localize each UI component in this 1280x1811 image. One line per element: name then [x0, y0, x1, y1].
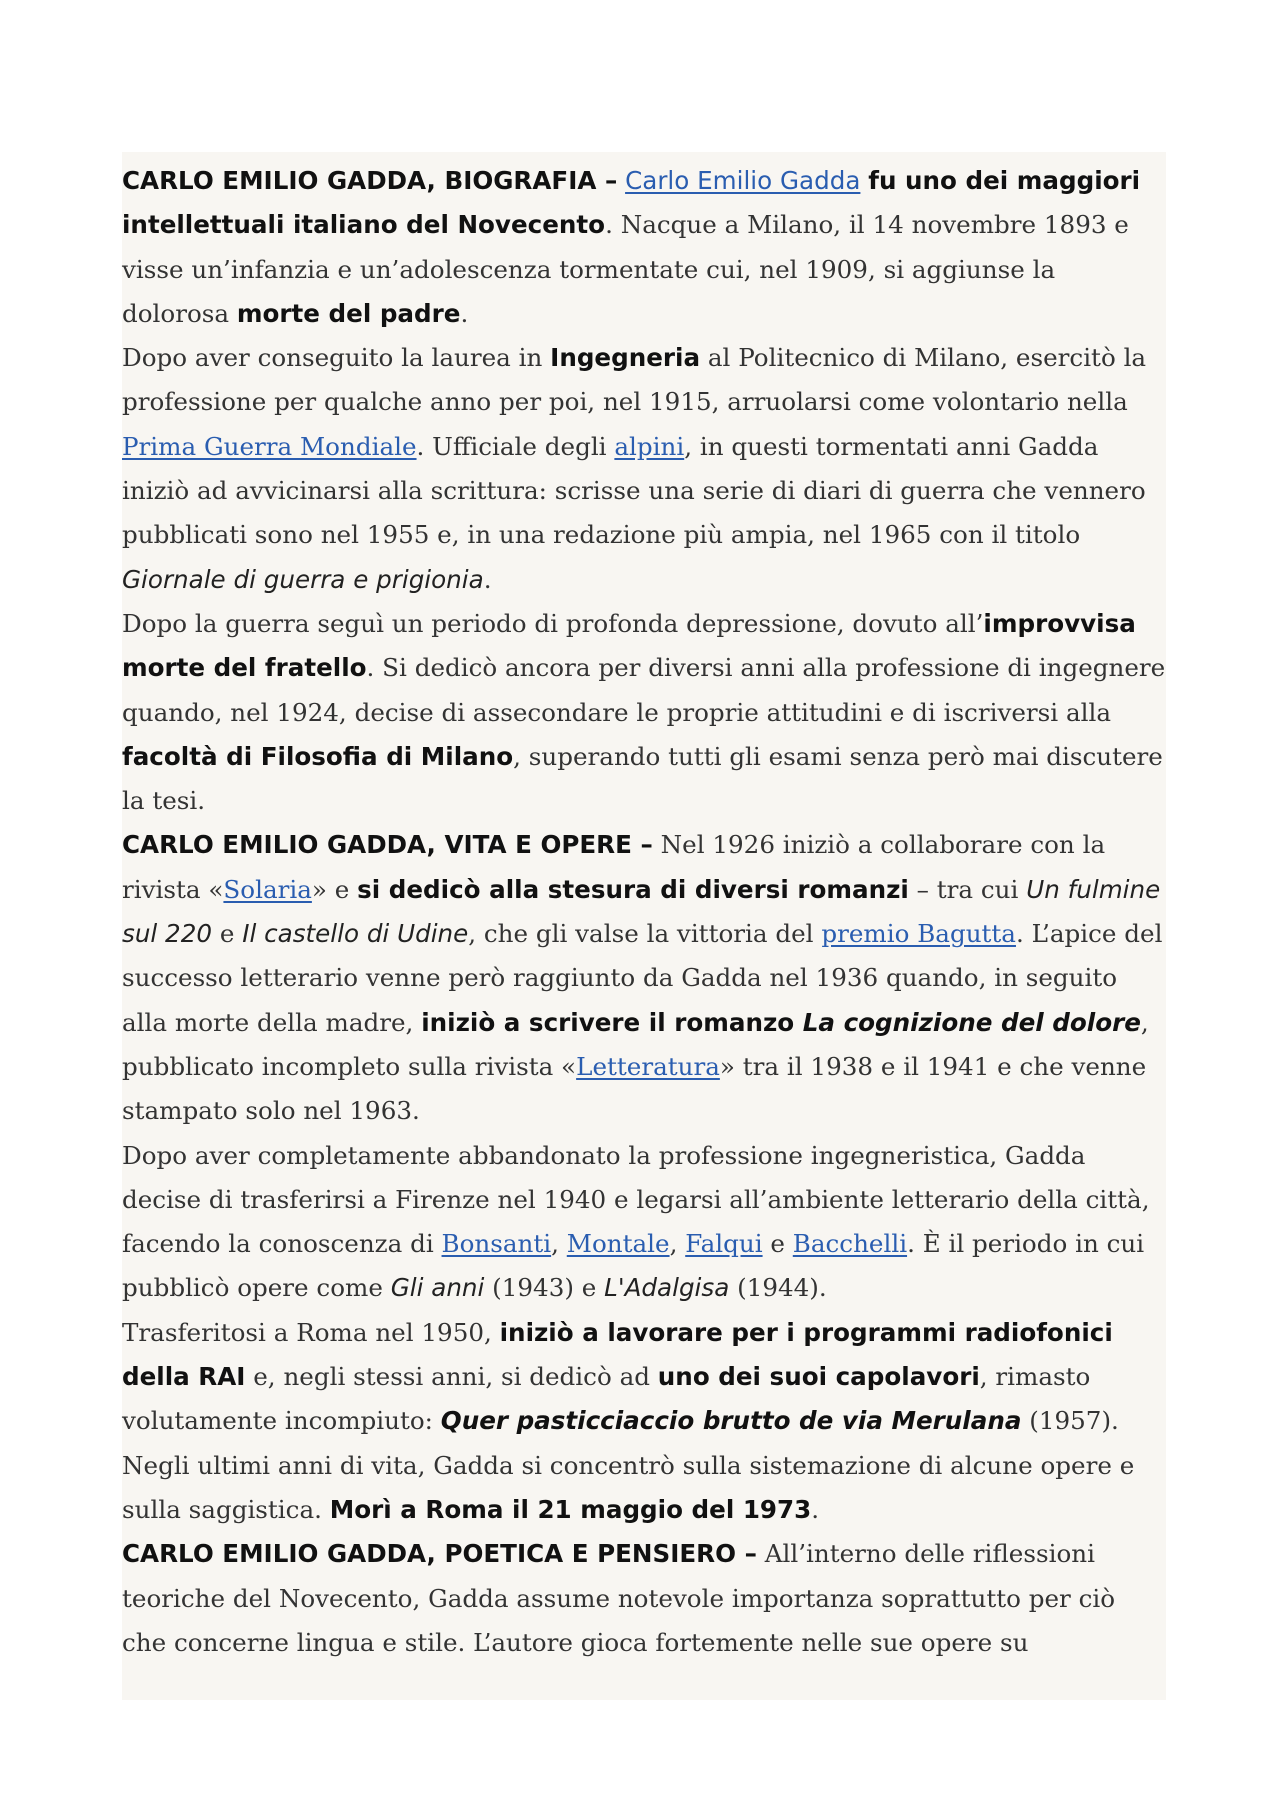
body-text: e: [212, 919, 243, 949]
bold-text: si dedicò alla stesura di diversi romanzi: [357, 874, 909, 904]
bold-italic-title: Quer pasticciaccio brutto de via Merulana: [440, 1406, 1022, 1436]
body-text: Negli ultimi anni di vita, Gadda si concentrò sulla sistemazione di alcune opere e sulla saggistica.: [122, 1450, 1135, 1524]
section-heading-vita-e-opere: CARLO EMILIO GADDA, VITA E OPERE –: [122, 830, 653, 860]
link-montale[interactable]: Montale: [566, 1229, 670, 1259]
body-text: .: [483, 564, 492, 594]
body-text: , in questi tormentati anni Gadda iniziò ad avvicinarsi alla scrittura: scrisse una serie di diari di guerra che vennero pubblicati sono nel 1955 e, in una redazione più ampia, nel 1965 con il titolo: [122, 431, 1146, 550]
paragraph-firenze: [122, 1134, 1166, 1311]
body-text: ,: [669, 1229, 686, 1259]
italic-title: Un fulmine sul 220: [122, 874, 1161, 949]
link-prima-guerra-mondiale[interactable]: Prima Guerra Mondiale: [122, 431, 417, 461]
body-text: e, negli stessi anni, si dedicò ad: [245, 1362, 658, 1392]
paragraph-depressione: [122, 602, 1166, 823]
link-alpini[interactable]: alpini: [614, 431, 685, 461]
body-text: , che gli valse la vittoria del: [468, 919, 822, 949]
body-text: .: [460, 298, 469, 328]
article-body: [122, 152, 1166, 1700]
body-text: Dopo aver conseguito la laurea in: [122, 343, 551, 373]
paragraph-laurea: [122, 336, 1166, 602]
link-carlo-emilio-gadda[interactable]: Carlo Emilio Gadda: [625, 166, 861, 195]
body-text: . L’apice del successo letterario venne però raggiunto da Gadda nel 1936 quando, in seguito alla morte della madre,: [122, 919, 1163, 1037]
bold-text: Ingegneria: [550, 343, 701, 373]
bold-text: uno dei suoi capolavori: [657, 1362, 980, 1392]
link-falqui[interactable]: Falqui: [685, 1229, 763, 1259]
link-premio-bagutta[interactable]: premio Bagutta: [821, 919, 1016, 949]
body-text: . Nacque a Milano, il 14 novembre 1893 e visse un’infanzia e un’adolescenza tormentate cui, nel 1909, si aggiunse la dolorosa: [122, 210, 1129, 328]
link-solaria[interactable]: Solaria: [223, 874, 312, 904]
body-text: . Ufficiale degli: [416, 431, 615, 461]
body-text: . È il periodo in cui pubblicò opere come: [122, 1229, 1145, 1303]
bold-text: morte del padre: [236, 298, 461, 328]
body-text: » tra il 1938 e il 1941 e che venne stampato solo nel 1963.: [122, 1051, 1147, 1126]
bold-text: improvvisa morte del fratello: [122, 608, 1136, 683]
paragraph-vita-e-opere: [122, 823, 1166, 1133]
bold-text: facoltà di Filosofia di Milano: [122, 741, 514, 771]
bold-italic-title: La cognizione del dolore: [802, 1007, 1141, 1037]
section-heading-biografia: CARLO EMILIO GADDA, BIOGRAFIA –: [122, 166, 618, 195]
italic-title: Il castello di Udine: [242, 919, 469, 949]
link-letteratura[interactable]: Letteratura: [576, 1051, 720, 1081]
body-text: ,: [551, 1229, 567, 1259]
section-heading-poetica: CARLO EMILIO GADDA, POETICA E PENSIERO –: [122, 1539, 757, 1569]
paragraph-poetica: [122, 1532, 1166, 1665]
body-text: (1943) e: [484, 1273, 605, 1303]
body-text: . Si dedicò ancora per diversi anni alla professione di ingegnere quando, nel 1924, decise di assecondare le proprie attitudini e di iscriversi alla: [122, 653, 1166, 727]
body-text: , pubblicato incompleto sulla rivista «: [122, 1007, 1149, 1081]
body-text: Dopo aver completamente abbandonato la professione ingegneristica, Gadda decise di trasferirsi a Firenze nel 1940 e legarsi all’ambiente letterario della città, facendo la conoscenza di: [122, 1140, 1150, 1259]
body-text: al Politecnico di Milano, esercitò la professione per qualche anno per poi, nel 1915, arruolarsi come volontario nella: [122, 343, 1147, 417]
bold-text: fu uno dei maggiori intellettuali italiano del Novecento: [122, 166, 1141, 240]
italic-title: L'Adalgisa: [604, 1273, 730, 1303]
paragraph-ultimi-anni: [122, 1444, 1166, 1533]
body-text: e: [762, 1229, 793, 1259]
italic-title: Giornale di guerra e prigionia: [122, 564, 484, 594]
body-text: (1944).: [729, 1273, 827, 1303]
body-text: » e: [311, 874, 358, 904]
body-text: All’interno delle riflessioni teoriche del Novecento, Gadda assume notevole importanza soprattutto per ciò che concerne lingua e stile. L’autore gioca fortemente nelle sue opere su: [122, 1539, 1116, 1657]
bold-text: iniziò a scrivere il romanzo: [421, 1007, 803, 1037]
paragraph-roma: [122, 1311, 1166, 1444]
body-text: Nel 1926 iniziò a collaborare con la rivista «: [122, 830, 1106, 904]
body-text: (1957).: [1021, 1406, 1119, 1436]
body-text: .: [811, 1494, 820, 1524]
link-bacchelli[interactable]: Bacchelli: [792, 1229, 908, 1259]
body-text: – tra cui: [908, 874, 1027, 904]
body-text: Trasferitosi a Roma nel 1950,: [122, 1317, 500, 1347]
body-text: Dopo la guerra seguì un periodo di profonda depressione, dovuto all’: [122, 608, 984, 638]
italic-title: Gli anni: [390, 1273, 485, 1303]
link-bonsanti[interactable]: Bonsanti: [441, 1229, 552, 1259]
paragraph-biografia: [122, 159, 1166, 336]
body-text: , superando tutti gli esami senza però mai discutere la tesi.: [122, 741, 1163, 816]
body-text: , rimasto volutamente incompiuto:: [122, 1362, 1091, 1436]
bold-text: Morì a Roma il 21 maggio del 1973: [329, 1494, 812, 1524]
bold-text: iniziò a lavorare per i programmi radiofonici della RAI: [122, 1317, 1113, 1392]
